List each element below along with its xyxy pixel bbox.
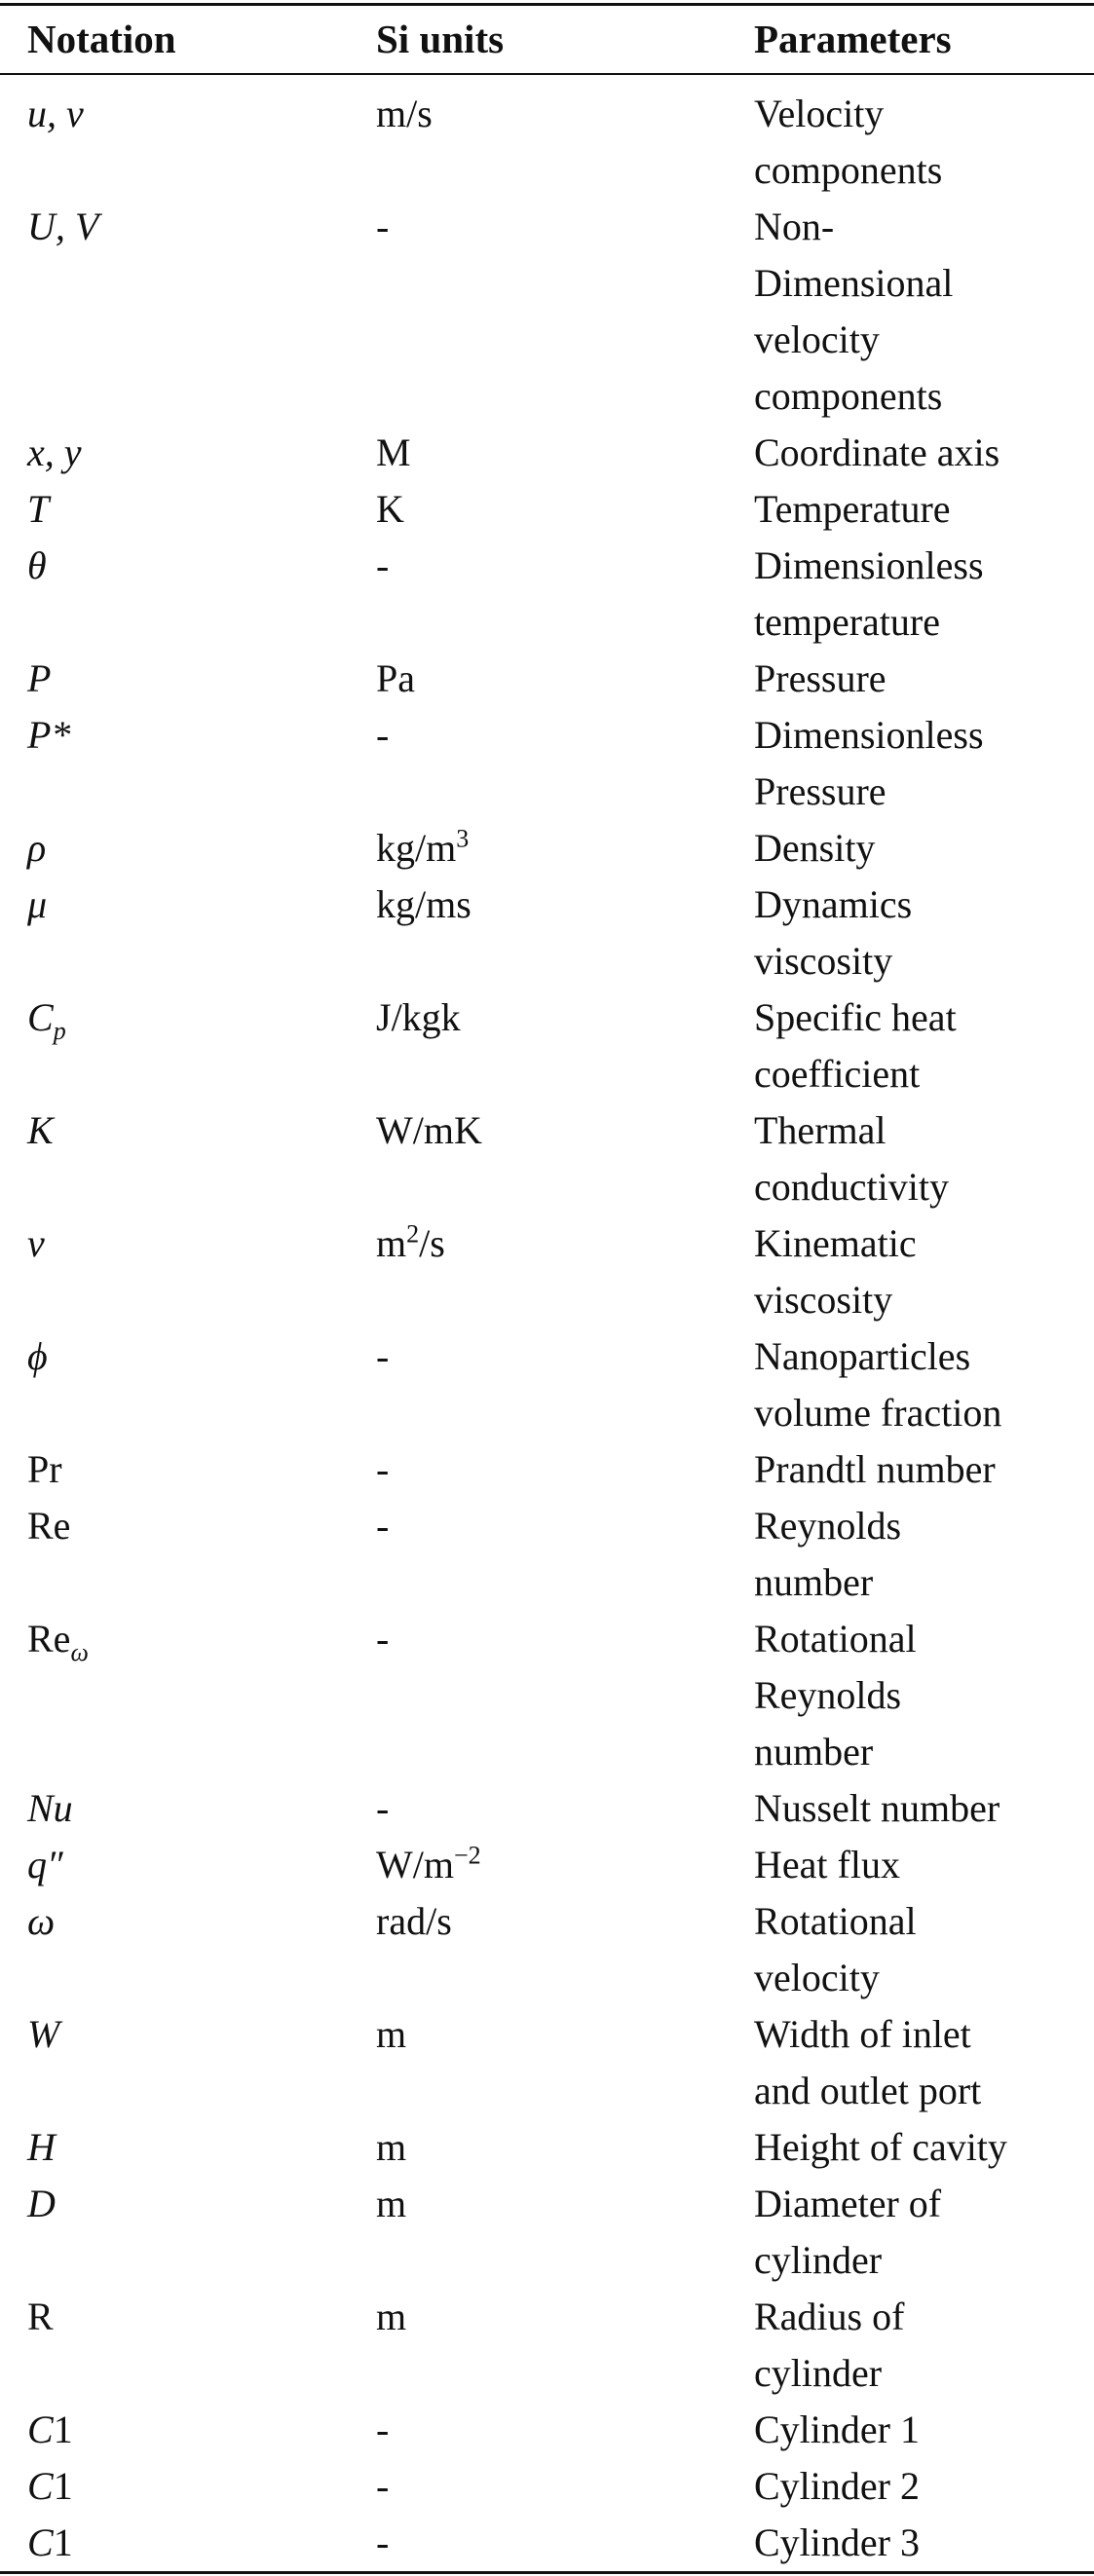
notation-symbol: C	[27, 2464, 54, 2508]
parameter-line: Reynolds	[754, 1673, 902, 1717]
notation-cell	[27, 1215, 45, 1272]
notation-symbol: U, V	[27, 205, 99, 248]
parameter-cell	[754, 877, 1085, 989]
parameter-line: Rotational	[754, 1617, 917, 1661]
notation-cell	[27, 2176, 56, 2232]
parameter-cell	[754, 2402, 1085, 2458]
notation-cell	[27, 425, 82, 481]
notation-symbol: Re	[27, 1617, 71, 1661]
parameter-cell	[754, 989, 1085, 1102]
parameter-line: Density	[754, 826, 876, 870]
parameter-line: components	[754, 148, 943, 192]
notation-symbol: C	[27, 2408, 54, 2451]
parameter-line: cylinder	[754, 2238, 883, 2282]
units-cell: rad/s	[376, 1899, 452, 1943]
units-cell: m	[376, 2012, 407, 2056]
notation-cell	[27, 2402, 73, 2458]
units-cell: -	[376, 205, 390, 248]
units-cell: -	[376, 1334, 390, 1378]
parameter-cell	[754, 86, 1085, 199]
notation-symbol: ϕ	[27, 1334, 48, 1378]
units-cell: m	[376, 2125, 407, 2169]
parameter-line: temperature	[754, 600, 940, 644]
parameter-line: Pressure	[754, 656, 887, 700]
parameter-line: Width of inlet	[754, 2012, 971, 2056]
parameter-line: Thermal	[754, 1108, 887, 1152]
units-cell: -	[376, 2520, 390, 2564]
notation-cell	[27, 1102, 54, 1159]
parameter-cell	[754, 707, 1085, 820]
notation-cell	[27, 86, 84, 142]
notation-cell	[27, 1328, 48, 1385]
units-cell: -	[376, 1447, 390, 1491]
notation-symbol: K	[27, 1108, 54, 1152]
parameter-line: Kinematic	[754, 1221, 917, 1265]
notation-index: 1	[53, 2520, 73, 2564]
parameter-cell	[754, 538, 1085, 651]
units-base: W/m	[376, 1843, 454, 1886]
units-cell: m	[376, 2182, 407, 2225]
parameter-cell	[754, 1837, 1085, 1893]
parameter-cell	[754, 1328, 1085, 1441]
parameter-line: Rotational	[754, 1899, 917, 1943]
units-cell: m/s	[376, 92, 433, 135]
parameter-line: viscosity	[754, 939, 893, 983]
units-cell: -	[376, 1617, 390, 1661]
notation-symbol: x, y	[27, 430, 82, 474]
units-base: m	[376, 1221, 407, 1265]
units-superscript: 2	[406, 1219, 420, 1249]
units-cell	[376, 1215, 445, 1272]
units-cell: J/kgk	[376, 995, 461, 1039]
units-cell: -	[376, 543, 390, 587]
units-cell: -	[376, 2408, 390, 2451]
parameter-line: Dimensionless	[754, 713, 984, 757]
parameter-cell	[754, 2289, 1085, 2402]
notation-cell	[27, 1893, 55, 1950]
notation-symbol: C	[27, 995, 54, 1039]
parameter-cell	[754, 2458, 1085, 2515]
parameter-cell	[754, 2176, 1085, 2289]
parameter-line: Temperature	[754, 487, 951, 531]
header-si-units: Si units	[376, 17, 505, 61]
parameter-cell	[754, 1893, 1085, 2006]
notation-cell	[27, 2515, 73, 2571]
notation-cell	[27, 2289, 54, 2345]
notation-symbol: P	[27, 656, 52, 700]
notation-cell	[27, 2006, 59, 2063]
units-superscript: 3	[456, 824, 470, 853]
parameter-cell	[754, 425, 1085, 481]
table-header-rule	[0, 73, 1094, 75]
notation-symbol: u, v	[27, 92, 84, 135]
units-superscript: −2	[453, 1841, 481, 1870]
parameter-line: coefficient	[754, 1052, 921, 1096]
parameter-line: Cylinder 3	[754, 2520, 920, 2564]
units-cell: -	[376, 713, 390, 757]
notation-symbol: D	[27, 2182, 56, 2225]
units-cell	[376, 820, 469, 877]
notation-cell	[27, 877, 47, 933]
parameter-line: number	[754, 1730, 874, 1773]
parameter-line: Dimensional	[754, 261, 954, 305]
notation-symbol: θ	[27, 543, 47, 587]
parameter-line: Prandtl number	[754, 1447, 996, 1491]
parameter-line: velocity	[754, 1956, 880, 1999]
parameter-cell	[754, 651, 1085, 707]
parameter-line: conductivity	[754, 1165, 949, 1209]
notation-symbol: C	[27, 2520, 54, 2564]
parameter-line: components	[754, 374, 943, 418]
units-cell: Pa	[376, 656, 415, 700]
parameter-line: Nusselt number	[754, 1786, 1000, 1830]
header-notation: Notation	[27, 17, 176, 61]
parameter-cell	[754, 1441, 1085, 1498]
notation-cell	[27, 2458, 73, 2515]
notation-symbol: Re	[27, 1504, 71, 1548]
parameter-cell	[754, 2119, 1085, 2176]
parameter-line: and outlet port	[754, 2069, 982, 2112]
units-cell: M	[376, 430, 411, 474]
units-cell: -	[376, 1786, 390, 1830]
parameter-cell	[754, 1611, 1085, 1780]
parameter-cell	[754, 1498, 1085, 1611]
parameter-line: velocity	[754, 317, 880, 361]
units-cell: m	[376, 2295, 407, 2338]
parameter-line: Dimensionless	[754, 543, 984, 587]
notation-cell	[27, 989, 66, 1046]
notation-cell	[27, 1837, 63, 1893]
units-cell: kg/ms	[376, 882, 472, 926]
notation-symbol: ρ	[27, 826, 47, 870]
parameter-line: Cylinder 2	[754, 2464, 920, 2508]
parameter-line: cylinder	[754, 2351, 883, 2395]
parameter-cell	[754, 820, 1085, 877]
parameter-cell	[754, 481, 1085, 538]
notation-cell	[27, 2119, 56, 2176]
table-top-rule	[0, 3, 1094, 6]
parameter-line: Cylinder 1	[754, 2408, 920, 2451]
parameter-cell	[754, 1215, 1085, 1328]
parameter-line: Dynamics	[754, 882, 913, 926]
parameter-line: Nanoparticles	[754, 1334, 971, 1378]
notation-symbol: W	[27, 2012, 60, 2056]
parameter-line: Diameter of	[754, 2182, 942, 2225]
notation-cell	[27, 820, 46, 877]
notation-symbol: T	[27, 487, 50, 531]
parameter-cell	[754, 2515, 1085, 2571]
notation-symbol: ω	[27, 1899, 56, 1943]
notation-symbol: q″	[27, 1843, 63, 1886]
notation-symbol: ν	[27, 1221, 45, 1265]
notation-symbol: P*	[27, 713, 71, 757]
units-cell: -	[376, 2464, 390, 2508]
units-cell: -	[376, 1504, 390, 1548]
units-cell: K	[376, 487, 404, 531]
units-tail: /s	[419, 1221, 445, 1265]
notation-cell	[27, 1780, 73, 1837]
notation-cell	[27, 1441, 62, 1498]
notation-cell	[27, 538, 47, 594]
notation-symbol: μ	[27, 882, 48, 926]
parameter-line: viscosity	[754, 1278, 893, 1322]
notation-cell	[27, 199, 98, 255]
notation-symbol: Nu	[27, 1786, 73, 1830]
notation-cell	[27, 1498, 70, 1554]
notation-cell	[27, 707, 70, 764]
parameter-line: Heat flux	[754, 1843, 900, 1886]
parameter-cell	[754, 1780, 1085, 1837]
notation-cell	[27, 481, 49, 538]
parameter-line: Reynolds	[754, 1504, 902, 1548]
notation-symbol: Pr	[27, 1447, 62, 1491]
parameter-cell	[754, 2006, 1085, 2119]
parameter-cell	[754, 1102, 1085, 1215]
notation-index: 1	[53, 2408, 73, 2451]
notation-index: 1	[53, 2464, 73, 2508]
notation-cell	[27, 651, 51, 707]
parameter-line: Velocity	[754, 92, 885, 135]
parameter-line: volume fraction	[754, 1391, 1002, 1435]
notation-cell	[27, 1611, 89, 1667]
notation-symbol: R	[27, 2295, 54, 2338]
parameter-line: Non-	[754, 205, 835, 248]
parameter-line: Specific heat	[754, 995, 957, 1039]
parameter-line: Height of cavity	[754, 2125, 1007, 2169]
parameter-line: number	[754, 1560, 874, 1604]
notation-symbol: H	[27, 2125, 56, 2169]
parameter-cell	[754, 199, 1085, 425]
table-bottom-rule	[0, 2571, 1094, 2574]
units-cell: W/mK	[376, 1108, 482, 1152]
units-base: kg/m	[376, 826, 457, 870]
parameter-line: Radius of	[754, 2295, 905, 2338]
parameter-line: Coordinate axis	[754, 430, 1000, 474]
units-cell	[376, 1837, 481, 1893]
parameter-line: Pressure	[754, 769, 887, 813]
notation-subscript: p	[53, 1017, 66, 1045]
header-parameters: Parameters	[754, 17, 952, 61]
notation-subscript: ω	[70, 1638, 89, 1666]
